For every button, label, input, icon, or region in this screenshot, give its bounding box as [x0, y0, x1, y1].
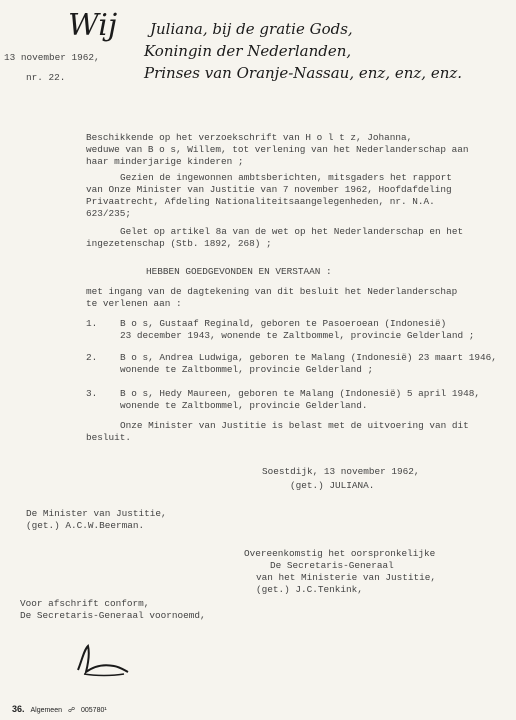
- copy-line2: De Secretaris-Generaal: [270, 560, 394, 571]
- place-date: Soestdijk, 13 november 1962,: [262, 466, 420, 477]
- p1-line3: haar minderjarige kinderen ;: [86, 156, 244, 167]
- copy-line4: (get.) J.C.Tenkink,: [256, 584, 363, 595]
- document-number: nr. 22.: [26, 72, 66, 83]
- decision-heading: HEBBEN GOEDGEVONDEN EN VERSTAAN :: [146, 266, 332, 277]
- item-3-number: 3.: [86, 388, 98, 399]
- heading-line2: Koningin der Nederlanden,: [144, 42, 352, 60]
- p2-line3: Privaatrecht, Afdeling Nationaliteitsaangelegenheden, nr. N.A.: [86, 196, 435, 207]
- heading-line3: Prinses van Oranje-Nassau, enz, enz, enz.: [144, 64, 463, 82]
- heading-wij: Wij: [68, 8, 118, 43]
- item-2-line2: wonende te Zaltbommel, provincie Gelderland ;: [120, 364, 374, 375]
- queen-signature: (get.) JULIANA.: [290, 480, 375, 491]
- p5-line1: Onze Minister van Justitie is belast met de uitvoering van dit: [120, 420, 469, 431]
- p2-line1: Gezien de ingewonnen ambtsberichten, mitsgaders het rapport: [120, 172, 452, 183]
- footer-emblem-icon: ☍: [67, 707, 76, 714]
- copy-line3: van het Ministerie van Justitie,: [256, 572, 437, 583]
- item-3-line1: B o s, Hedy Maureen, geboren te Malang (Indonesië) 5 april 1948,: [120, 388, 481, 399]
- footer-page-number: 36.: [12, 704, 25, 714]
- p5-line2: besluit.: [86, 432, 132, 443]
- p4-line1: met ingang van de dagtekening van dit besluit het Nederlanderschap: [86, 286, 458, 297]
- p3-line1: Gelet op artikel 8a van de wet op het Nederlanderschap en het: [120, 226, 464, 237]
- p2-line2: van Onze Minister van Justitie van 7 november 1962, Hoofdafdeling: [86, 184, 452, 195]
- footer-print-mark: [12, 704, 107, 714]
- footer-publisher: Algemeen: [30, 707, 62, 714]
- p4-line2: te verlenen aan :: [86, 298, 182, 309]
- item-2-line1: B o s, Andrea Ludwiga, geboren te Malang (Indonesië) 23 maart 1946,: [120, 352, 497, 363]
- p2-line4: 623/235;: [86, 208, 132, 219]
- item-2-number: 2.: [86, 352, 98, 363]
- document-date: 13 november 1962,: [4, 52, 100, 63]
- p1-line2: weduwe van B o s, Willem, tot verlening van het Nederlanderschap aan: [86, 144, 469, 155]
- p3-line2: ingezetenschap (Stb. 1892, 268) ;: [86, 238, 272, 249]
- item-1-line2: 23 december 1943, wonende te Zaltbommel, provincie Gelderland ;: [120, 330, 475, 341]
- footer-code: 005780¹: [81, 707, 107, 714]
- item-1-line1: B o s, Gustaaf Reginald, geboren te Pasoeroean (Indonesië): [120, 318, 447, 329]
- handwritten-signature-icon: [72, 640, 132, 680]
- minister-title: De Minister van Justitie,: [26, 508, 167, 519]
- minister-signature: (get.) A.C.W.Beerman.: [26, 520, 145, 531]
- copy-line1: Overeenkomstig het oorspronkelijke: [244, 548, 436, 559]
- afschrift-line1: Voor afschrift conform,: [20, 598, 150, 609]
- heading-line1: Juliana, bij de gratie Gods,: [150, 20, 353, 38]
- p1-line1: Beschikkende op het verzoekschrift van H o l t z, Johanna,: [86, 132, 413, 143]
- item-3-line2: wonende te Zaltbommel, provincie Gelderland.: [120, 400, 368, 411]
- afschrift-line2: De Secretaris-Generaal voornoemd,: [20, 610, 206, 621]
- item-1-number: 1.: [86, 318, 98, 329]
